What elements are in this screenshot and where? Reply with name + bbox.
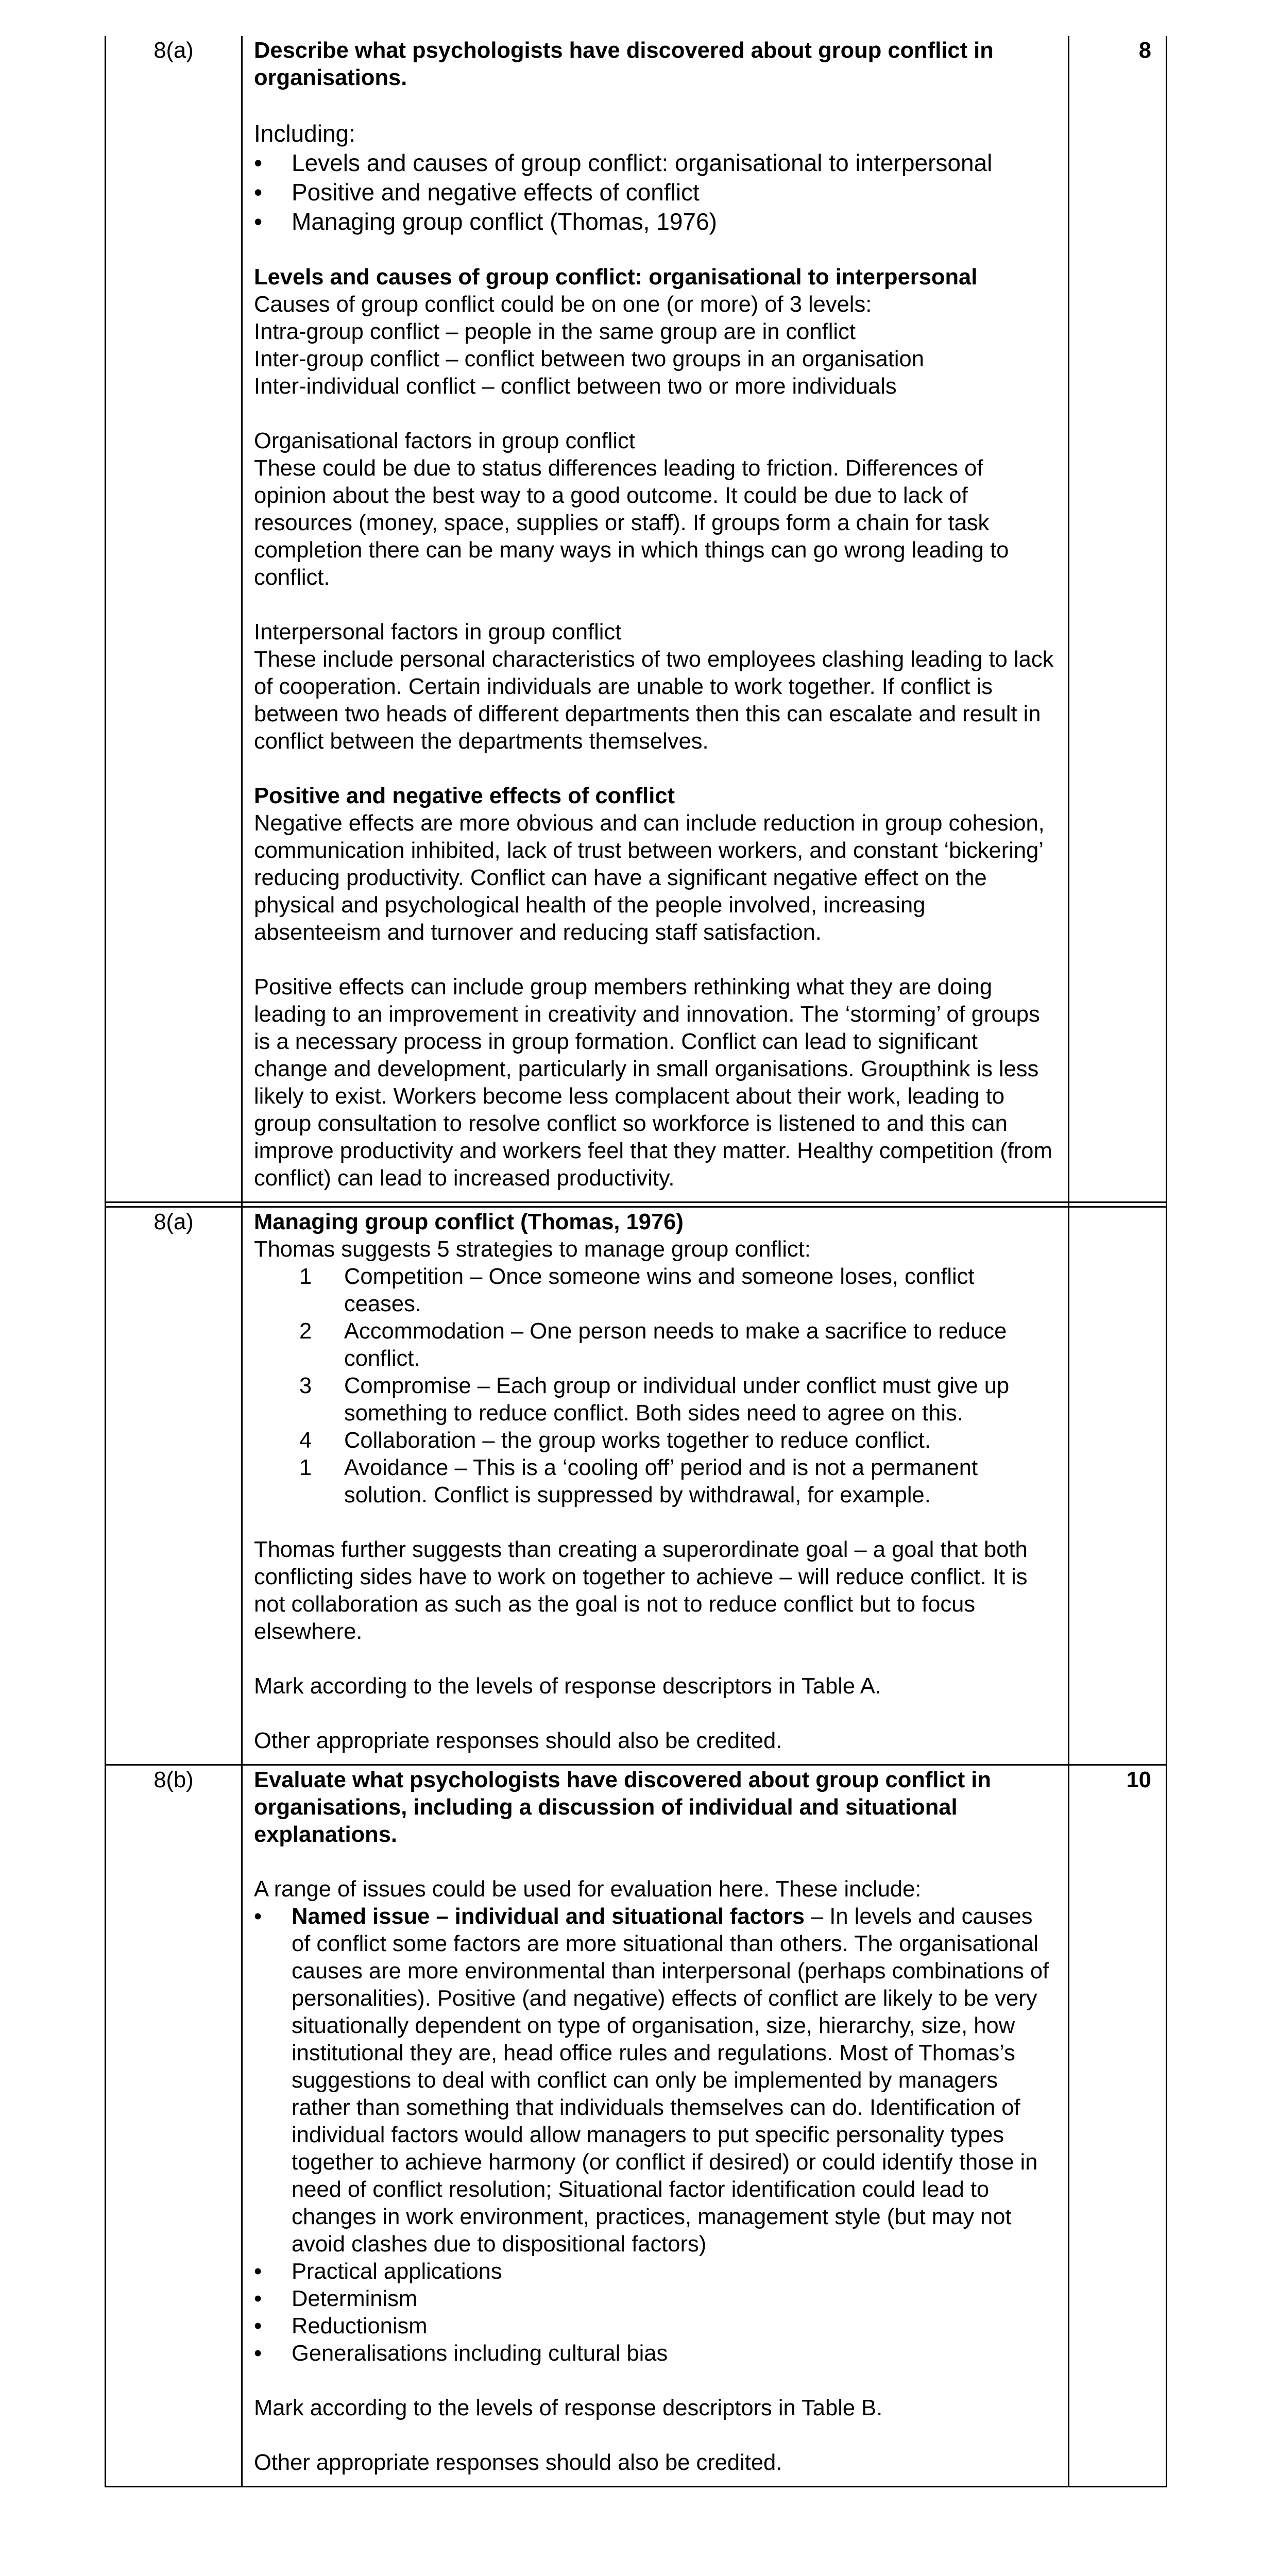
answer-content (242, 1765, 1069, 2487)
question-number: 8(a) (106, 1207, 242, 1765)
paragraph: These include personal characteristics of two employees clashing leading to lack of cooperation. Certain individuals are unable to work together. If conflict is between two heads of different departments then this can escalate and result in conflict between the departments themselves. (254, 647, 1054, 754)
other-note: Other appropriate responses should also be credited. (254, 2450, 782, 2475)
mark-scheme-row-8b (106, 1765, 1167, 2487)
other-note: Other appropriate responses should also be credited. (254, 1728, 782, 1753)
named-issue-label: Named issue – individual and situational factors (292, 1904, 805, 1929)
text-line: Inter-individual conflict – conflict between two or more individuals (254, 374, 897, 399)
bullet-icon: • (254, 2314, 262, 2338)
including-label: Including: (254, 120, 355, 147)
paragraph: Thomas further suggests than creating a superordinate goal – a goal that both conflicting sides have to work on together to achieve – will reduce conflict. It is not collaboration as such as the goal is not to reduce conflict but to focus elsewhere. (254, 1537, 1028, 1644)
text-line: Intra-group conflict – people in the same group are in conflict (254, 319, 856, 344)
list-item: 2 Accommodation – One person needs to make a sacrifice to reduce conflict. (299, 1319, 1007, 1371)
bullet-icon: • (254, 2286, 262, 2311)
subheading: Interpersonal factors in group conflict (254, 620, 622, 645)
list-item (254, 1903, 1057, 2258)
list-item: • Determinism (254, 2285, 1057, 2313)
list-item: • Practical applications (254, 2258, 1057, 2285)
paragraph: Negative effects are more obvious and can include reduction in group cohesion, communication inhibited, lack of trust between workers, and constant ‘bickering’ reducing productivity. Conflict can have a significant negative effect on the physical and psychological health of the people involved, increasing absenteeism and turnover and reducing staff satisfaction. (254, 811, 1045, 945)
subheading: Organisational factors in group conflict (254, 429, 635, 453)
list-item: 1 Avoidance – This is a ‘cooling off’ period and is not a permanent solution. Conflict is suppressed by withdrawal, for example. (299, 1455, 978, 1507)
paragraph: These could be due to status differences leading to friction. Differences of opinion about the best way to a good outcome. It could be due to lack of resources (money, space, supplies or staff). If groups form a chain for task completion there can be many ways in which things can go wrong leading to conflict. (254, 456, 1009, 590)
section-heading: Managing group conflict (Thomas, 1976) (254, 1210, 684, 1234)
list-item: • Positive and negative effects of conflict (254, 178, 1057, 207)
mark-scheme-table (105, 36, 1167, 2487)
named-issue-text: – In levels and causes of conflict some factors are more situational than others. The organisational causes are more environmental than interpersonal (perhaps combinations of personalities). Positive (and negative) effects of conflict are likely to be very situationally dependent on type of organisation, size, hierarchy, size, how institutional they are, head office rules and regulations. Most of Thomas’s suggestions to deal with conflict can only be implemented by managers rather than something that individuals themselves can do. Identification of individual factors would allow managers to put specific personality types together to achieve harmony (or conflict if desired) or could identify those in need of conflict resolution; Situational factor identification could lead to changes in work environment, practices, management style (but may not avoid clashes due to dispositional factors) (292, 1904, 1049, 2257)
text-line: A range of issues could be used for evaluation here. These include: (254, 1877, 922, 1902)
mark-scheme-row-8a-part1 (106, 36, 1167, 1202)
row-separator (106, 1202, 1167, 1207)
marks-cell: 10 (1069, 1765, 1167, 2487)
list-item: • Levels and causes of group conflict: organisational to interpersonal (254, 148, 1057, 178)
bullet-icon: • (254, 2341, 262, 2366)
strategy-list (254, 1263, 1057, 1509)
list-item: 1 Competition – Once someone wins and someone loses, conflict ceases. (299, 1264, 975, 1316)
list-item: • Generalisations including cultural bias (254, 2340, 1057, 2367)
bullet-icon: • (254, 179, 263, 206)
text-line: Causes of group conflict could be on one (or more) of 3 levels: (254, 292, 872, 317)
mark-note: Mark according to the levels of response descriptors in Table A. (254, 1674, 881, 1699)
bullet-icon: • (254, 208, 263, 235)
paragraph: Positive effects can include group members rethinking what they are doing leading to an improvement in creativity and innovation. The ‘storming’ of groups is a necessary process in group formation. Conflict can lead to significant change and development, particularly in small organisations. Groupthink is less likely to exist. Workers become less complacent about their work, leading to group consultation to resolve conflict so workforce is listened to and this can improve productivity and workers feel that they matter. Healthy competition (from conflict) can lead to increased productivity. (254, 975, 1052, 1191)
question-number: 8(a) (106, 36, 242, 1202)
list-item: • Reductionism (254, 2313, 1057, 2340)
bullet-icon: • (254, 1904, 262, 1929)
section-heading: Positive and negative effects of conflict (254, 784, 675, 808)
mark-note: Mark according to the levels of response descriptors in Table B. (254, 2396, 883, 2420)
bullet-icon: • (254, 2259, 262, 2284)
evaluation-issues-list (254, 1903, 1057, 2367)
answer-content (242, 1207, 1069, 1765)
text-line: Inter-group conflict – conflict between two groups in an organisation (254, 347, 924, 371)
list-item: • Managing group conflict (Thomas, 1976) (254, 207, 1057, 236)
question-text: Describe what psychologists have discovered about group conflict in organisations. (254, 38, 994, 90)
answer-content (242, 36, 1069, 1202)
question-text: Evaluate what psychologists have discovered about group conflict in organisations, including a discussion of individual and situational explanations. (254, 1768, 991, 1847)
text-line: Thomas suggests 5 strategies to manage group conflict: (254, 1237, 811, 1262)
list-item: 3 Compromise – Each group or individual under conflict must give up something to reduce conflict. Both sides need to agree on this. (299, 1374, 1010, 1426)
bullet-icon: • (254, 149, 263, 176)
mark-scheme-row-8a-part2 (106, 1207, 1167, 1765)
question-number: 8(b) (106, 1765, 242, 2487)
marks-cell (1069, 1207, 1167, 1765)
marks-cell: 8 (1069, 36, 1167, 1202)
list-item: 4 Collaboration – the group works together to reduce conflict. (299, 1428, 931, 1453)
section-heading: Levels and causes of group conflict: organisational to interpersonal (254, 265, 978, 290)
including-list (254, 148, 1057, 236)
